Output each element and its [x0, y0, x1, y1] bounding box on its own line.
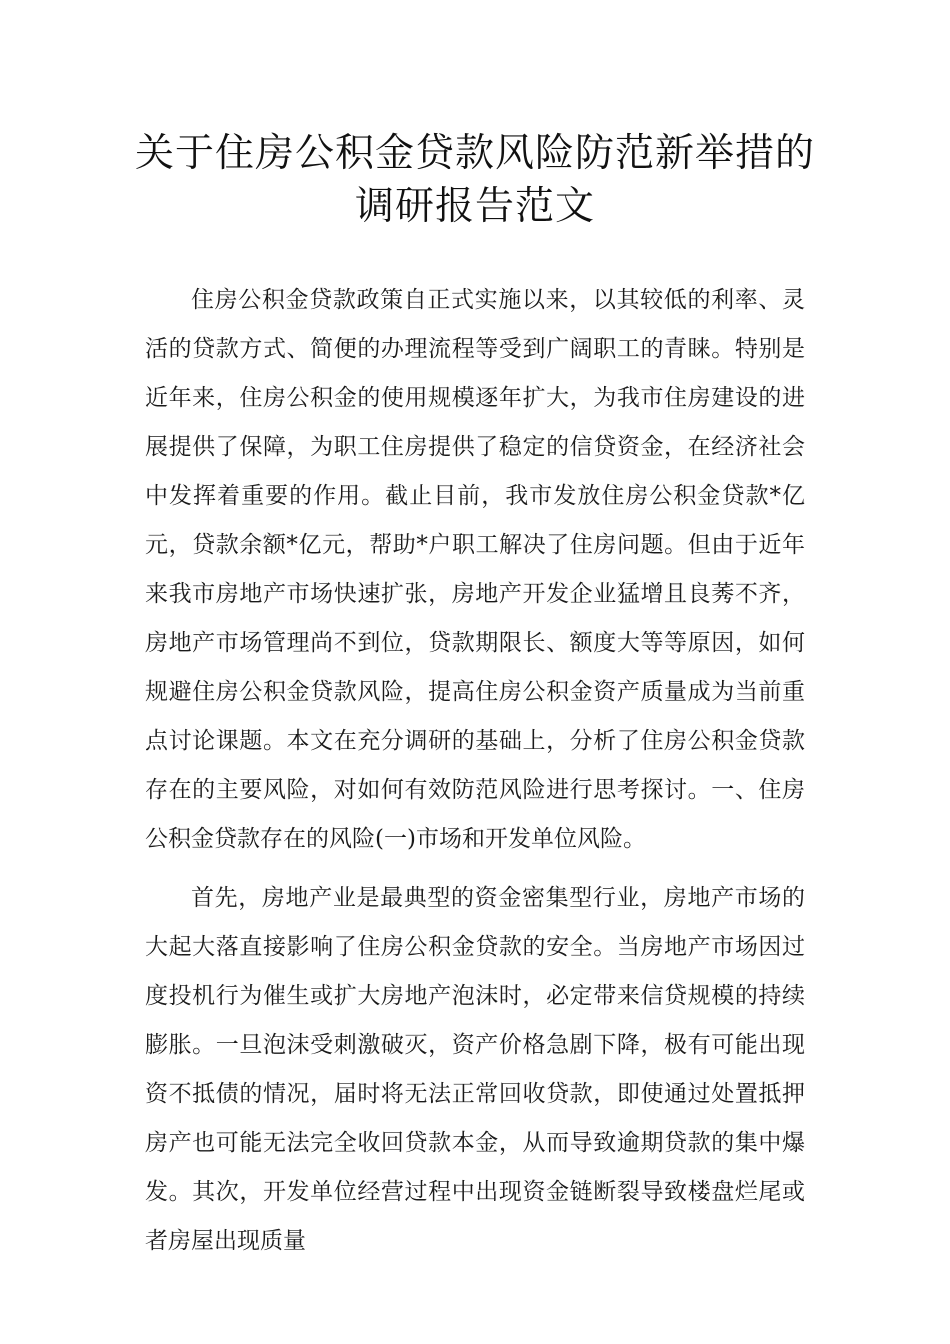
paragraph-2: 首先，房地产业是最典型的资金密集型行业，房地产市场的大起大落直接影响了住房公积金贷款的安全。当房地产市场因过度投机行为催生或扩大房地产泡沫时，必定带来信贷规模的持续膨胀。一旦泡沫受刺激破灭，资产价格急剧下降，极有可能出现资不抵债的情况，届时将无法正常回收贷款，即使通过处置抵押房产也可能无法完全收回贷款本金，从而导致逾期贷款的集中爆发。其次，开发单位经营过程中出现资金链断裂导致楼盘烂尾或者房屋出现质量 — [145, 885, 805, 1254]
document-title-line-1: 关于住房公积金贷款风险防范新举措的 — [134, 131, 815, 176]
document-title-line-2: 调研报告范文 — [354, 184, 595, 229]
body-section-1 — [145, 276, 805, 864]
paragraph-1: 住房公积金贷款政策自正式实施以来，以其较低的利率、灵活的贷款方式、简便的办理流程等受到广阔职工的青睐。特别是近年来，住房公积金的使用规模逐年扩大，为我市住房建设的进展提供了保障，为职工住房提供了稳定的信贷资金，在经济社会中发挥着重要的作用。截止目前，我市发放住房公积金贷款*亿元，贷款余额*亿元，帮助*户职工解决了住房问题。但由于近年来我市房地产市场快速扩张，房地产开发企业猛增且良莠不齐，房地产市场管理尚不到位，贷款期限长、额度大等等原因，如何规避住房公积金贷款风险，提高住房公积金资产质量成为当前重点讨论课题。本文在充分调研的基础上，分析了住房公积金贷款存在的主要风险，对如何有效防范风险进行思考探讨。一、住房公积金贷款存在的风险(一)市场和开发单位风险。 — [145, 287, 805, 852]
body-section-2 — [145, 874, 805, 1266]
